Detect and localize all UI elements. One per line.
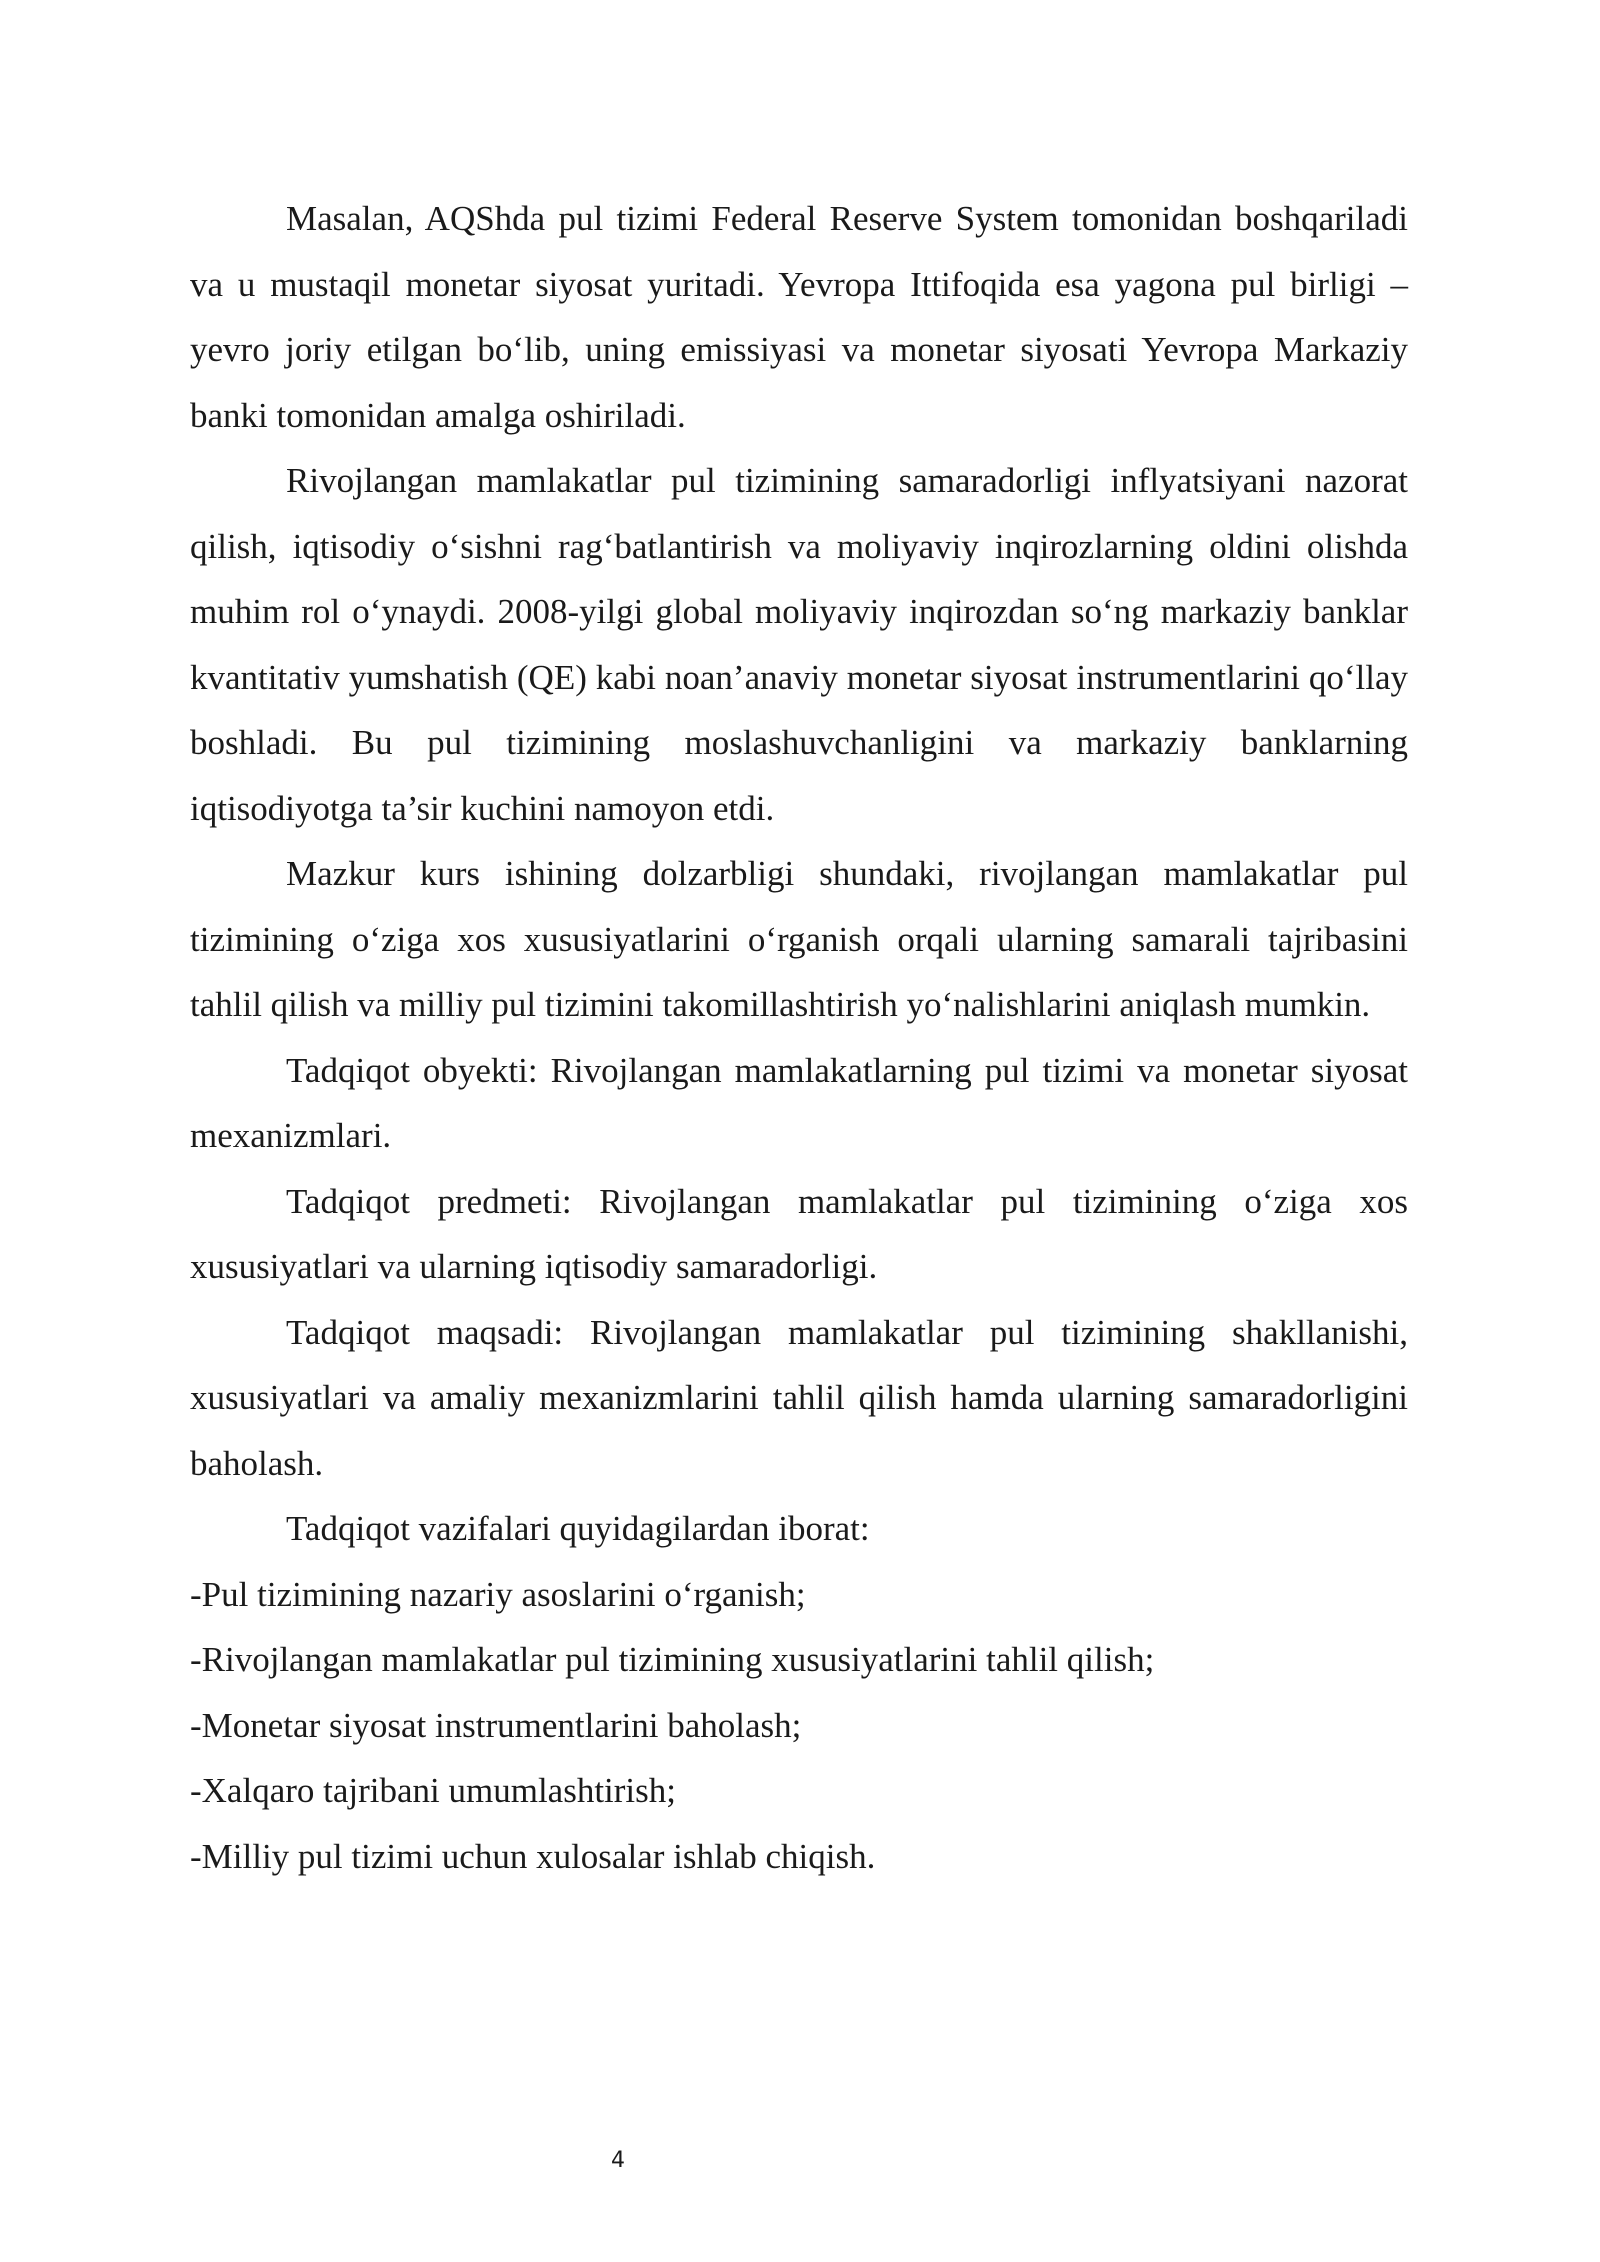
page-body <box>190 186 1408 1889</box>
paragraph-us-eu-example: Masalan, AQShda pul tizimi Federal Reserve System tomonidan boshqariladi va u mustaqil monetar siyosat yuritadi. Yevropa Ittifoqida esa yagona pul birligi – yevro joriy etilgan bo‘lib, uning emissiyasi va monetar siyosati Yevropa Markaziy banki tomonidan amalga oshiriladi. <box>190 199 1408 435</box>
paragraph-research-object: Tadqiqot obyekti: Rivojlangan mamlakatlarning pul tizimi va monetar siyosat mexanizmlari. <box>190 1050 1408 1155</box>
paragraph-relevance: Mazkur kurs ishining dolzarbligi shundaki, rivojlangan mamlakatlar pul tizimining o‘ziga xos xususiyatlarini o‘rganish orqali ularning samarali tajribasini tahlil qilish va milliy pul tizimini takomillashtirish yo‘nalishlarini aniqlash mumkin. <box>190 854 1408 1024</box>
list-item: -Milliy pul tizimi uchun xulosalar ishlab chiqish. <box>190 1836 876 1876</box>
paragraph-research-subject: Tadqiqot predmeti: Rivojlangan mamlakatlar pul tizimining o‘ziga xos xususiyatlari va ularning iqtisodiy samaradorligi. <box>190 1181 1408 1286</box>
paragraph-efficiency: Rivojlangan mamlakatlar pul tizimining samaradorligi inflyatsiyani nazorat qilish, iqtisodiy o‘sishni rag‘batlantirish va moliyaviy inqirozlarning oldini olishda muhim rol o‘ynaydi. 2008-yilgi global moliyaviy inqirozdan so‘ng markaziy banklar kvantitativ yumshatish (QE) kabi noan’anaviy monetar siyosat instrumentlarini qo‘llay boshladi. Bu pul tizimining moslashuvchanligini va markaziy banklarning iqtisodiyotga ta’sir kuchini namoyon etdi. <box>190 461 1408 828</box>
paragraph-research-goal: Tadqiqot maqsadi: Rivojlangan mamlakatlar pul tizimining shakllanishi, xususiyatlari va amaliy mexanizmlarini tahlil qilish hamda ularning samaradorligini baholash. <box>190 1312 1408 1483</box>
list-item: -Monetar siyosat instrumentlarini baholash; <box>190 1705 802 1745</box>
list-item: -Xalqaro tajribani umumlashtirish; <box>190 1771 677 1810</box>
paragraph-research-tasks-intro: Tadqiqot vazifalari quyidagilardan iborat: <box>286 1509 870 1548</box>
list-item: -Pul tizimining nazariy asoslarini o‘rganish; <box>190 1574 806 1614</box>
page-number: 4 <box>611 2148 625 2173</box>
list-item: -Rivojlangan mamlakatlar pul tizimining xususiyatlarini tahlil qilish; <box>190 1640 1155 1679</box>
task-list <box>190 1562 1408 1890</box>
